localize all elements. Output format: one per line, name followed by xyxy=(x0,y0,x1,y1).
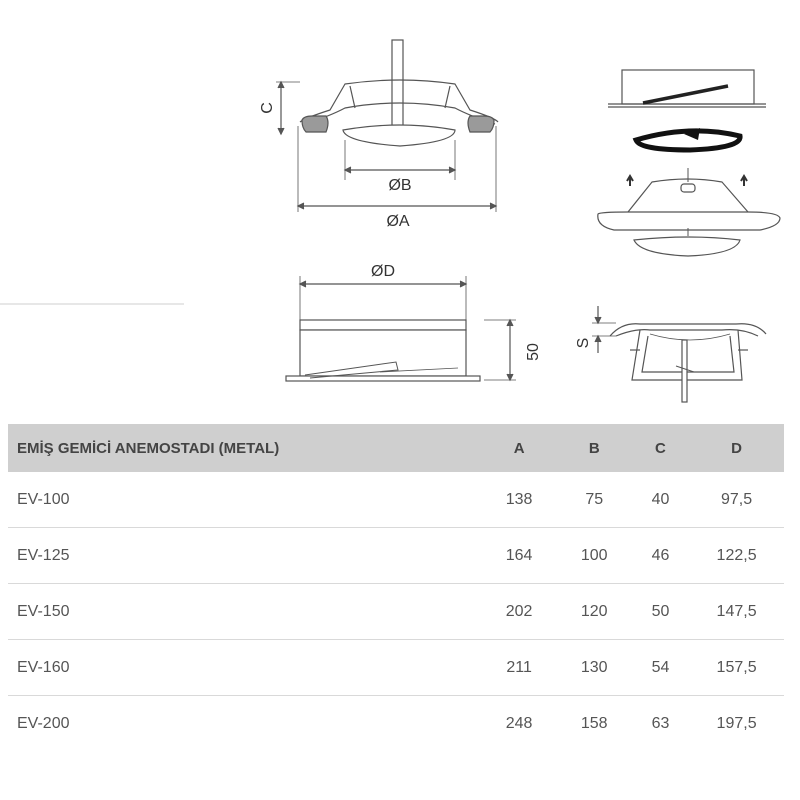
cell-b: 130 xyxy=(580,658,608,676)
dimension-height-label: 50 xyxy=(525,343,542,361)
collar-view-diagram xyxy=(286,276,516,381)
table-row xyxy=(8,696,784,751)
cell-b: 75 xyxy=(585,490,604,508)
header-product: EMİŞ GEMİCİ ANEMOSTADI (METAL) xyxy=(17,439,280,457)
cell-a: 211 xyxy=(506,658,532,676)
cell-c: 54 xyxy=(651,658,670,676)
cell-c: 40 xyxy=(651,490,670,508)
cell-d: 97,5 xyxy=(721,490,753,508)
cell-b: 120 xyxy=(580,602,608,620)
table-row xyxy=(8,640,784,696)
front-view-diagram xyxy=(276,40,498,212)
cell-a: 202 xyxy=(505,602,533,620)
installation-diagram xyxy=(592,70,780,402)
cell-a: 164 xyxy=(505,546,533,564)
cell-d: 197,5 xyxy=(716,714,757,732)
cell-model: EV-100 xyxy=(17,490,70,508)
table-row xyxy=(8,528,784,584)
cell-d: 147,5 xyxy=(716,602,757,620)
cell-d: 157,5 xyxy=(716,658,757,676)
header-b: B xyxy=(588,439,600,457)
cell-model: EV-150 xyxy=(17,602,70,620)
cell-model: EV-160 xyxy=(17,658,70,676)
header-c: C xyxy=(655,439,666,457)
dimension-b-label: ØB xyxy=(388,177,412,194)
cell-a: 138 xyxy=(505,490,533,508)
header-d: D xyxy=(731,439,742,457)
cell-d: 122,5 xyxy=(716,546,757,564)
cell-model: EV-125 xyxy=(17,546,70,564)
cell-b: 100 xyxy=(580,546,608,564)
cell-b: 158 xyxy=(580,714,608,732)
table-row xyxy=(8,584,784,640)
dimension-d-label: ØD xyxy=(371,263,395,280)
header-a: A xyxy=(513,439,525,457)
cell-model: EV-200 xyxy=(17,714,70,732)
dimension-c-label: C xyxy=(259,102,276,114)
cell-c: 50 xyxy=(651,602,670,620)
table-header xyxy=(8,424,784,472)
cell-c: 46 xyxy=(651,546,670,564)
dimensions-table xyxy=(8,424,784,751)
dimension-a-label: ØA xyxy=(386,213,410,230)
cell-c: 63 xyxy=(651,714,670,732)
table-row xyxy=(8,472,784,528)
dimension-s-label: S xyxy=(575,337,592,349)
cell-a: 248 xyxy=(505,714,533,732)
